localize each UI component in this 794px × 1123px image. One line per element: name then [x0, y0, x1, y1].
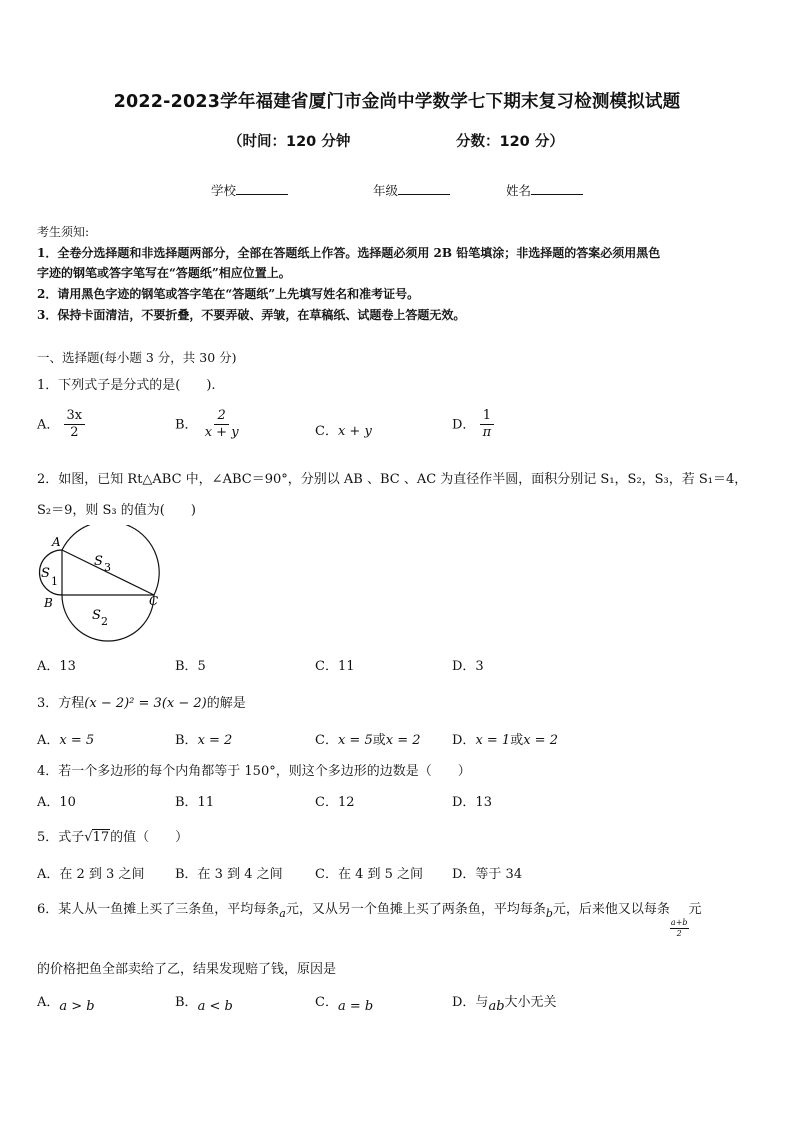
- q2-option-a: A．13: [37, 659, 76, 674]
- q6-option-c: C．a = b: [315, 995, 374, 1014]
- q5-option-a: A．在 2 到 3 之间: [37, 867, 145, 882]
- q4-option-a: A．10: [37, 795, 76, 810]
- notice-item-3: 3．保持卡面清洁，不要折叠，不要弄破、弄皱，在草稿纸、试题卷上答题无效。: [37, 308, 466, 322]
- q4-stem: 4．若一个多边形的每个内角都等于 150°，则这个多边形的边数是（ ）: [37, 764, 471, 779]
- sqrt-sign: √: [84, 830, 93, 845]
- label-a: A: [52, 535, 61, 549]
- q1-option-d: D． $\frac{1}{\pi}$: [452, 409, 494, 441]
- q1-option-a: A． $\frac{3x}{2}$: [37, 409, 85, 441]
- exam-time: （时间：120 分钟: [228, 134, 351, 150]
- q5-option-c: C．在 4 到 5 之间: [315, 867, 424, 882]
- exam-score: 分数：120 分）: [456, 134, 564, 150]
- q6-stem-line2: 的价格把鱼全部卖给了乙，结果发现赔了钱，原因是: [37, 962, 337, 977]
- radicand: 17: [92, 830, 110, 845]
- label-s3: S: [94, 554, 103, 569]
- notice-item-2: 2．请用黑色字迹的钢笔或答字笔在“答题纸”上先填写姓名和准考证号。: [37, 287, 420, 301]
- notice-item-1: 1．全卷分选择题和非选择题两部分，全部在答题纸上作答。选择题必须用 2B 铅笔填涂；非选择题的答案必须用黑色: [37, 246, 661, 260]
- q6-stem-line1: 6．某人从一鱼摊上买了三条鱼，平均每条$_a$元，又从另一个鱼摊上买了两条鱼，平均每条$_b$元，后来他又以每条 $\frac{a+b}{2}$ 元: [37, 902, 702, 938]
- name-label: 姓名: [506, 183, 532, 198]
- q1-option-b: B． $\frac{2}{x + y}$: [175, 408, 239, 441]
- semicircle-bc: [62, 595, 154, 641]
- name-blank: [531, 183, 583, 195]
- q5-option-d: D．等于 34: [452, 867, 523, 882]
- q2-stem-line1: 2．如图，已知 Rt△ABC 中，∠ABC＝90°，分别以 AB 、BC 、AC 为直径作半圆，面积分别记 S₁，S₂，S₃，若 S₁＝4，: [37, 472, 748, 487]
- notice-item-1-cont: 字迹的钢笔或答字笔写在“答题纸”相应位置上。: [37, 266, 291, 280]
- label-s1: S: [41, 566, 50, 581]
- q1-stem: 1．下列式子是分式的是( ).: [37, 378, 216, 393]
- grade-blank: [398, 183, 450, 195]
- q5-option-b: B．在 3 到 4 之间: [175, 867, 283, 882]
- q2-option-d: D．3: [452, 659, 484, 674]
- q3-option-a: A．x = 5: [37, 733, 95, 748]
- label-s3-sub: 3: [104, 561, 111, 574]
- school-label: 学校: [211, 183, 237, 198]
- q6-option-a: A．a > b: [37, 995, 95, 1014]
- label-s1-sub: 1: [51, 575, 58, 588]
- q3-option-d: D．x = 1或x = 2: [452, 733, 558, 748]
- q1-option-c: C．x + y: [315, 424, 372, 439]
- q3-stem: 3．方程(x − 2)² = 3(x − 2)的解是: [37, 696, 246, 711]
- q2-stem-line2: S₂＝9，则 S₃ 的值为( ): [37, 503, 196, 518]
- page-title: 2022-2023学年福建省厦门市金尚中学数学七下期末复习检测模拟试题: [113, 92, 681, 112]
- q3-option-b: B．x = 2: [175, 733, 233, 748]
- q4-option-d: D．13: [452, 795, 492, 810]
- semicircle-ac: [62, 525, 159, 595]
- q2-option-b: B．5: [175, 659, 206, 674]
- q4-option-c: C．12: [315, 795, 355, 810]
- q5-stem: 5．式子√17的值（ ）: [37, 830, 189, 845]
- school-blank: [236, 183, 288, 195]
- grade-field: [373, 181, 450, 199]
- label-c: C: [149, 594, 159, 608]
- q2-figure: [34, 525, 166, 643]
- price-fraction: $\frac{a+b}{2}$: [670, 918, 688, 938]
- label-s2: S: [92, 608, 101, 623]
- q3-option-c: C．x = 5或x = 2: [315, 733, 421, 748]
- q4-option-b: B．11: [175, 795, 215, 810]
- q2-option-c: C．11: [315, 659, 355, 674]
- school-field: [211, 181, 288, 199]
- grade-label: 年级: [373, 183, 399, 198]
- q3-equation: (x − 2)² = 3(x − 2): [84, 696, 207, 711]
- q6-option-d: D．与ab大小无关: [452, 995, 557, 1014]
- label-s2-sub: 2: [101, 615, 108, 628]
- name-field: [506, 181, 583, 199]
- label-b: B: [44, 596, 53, 610]
- q6-option-b: B．a < b: [175, 995, 233, 1014]
- section-heading: 一、选择题(每小题 3 分，共 30 分): [37, 350, 237, 365]
- notice-heading: 考生须知:: [37, 225, 90, 239]
